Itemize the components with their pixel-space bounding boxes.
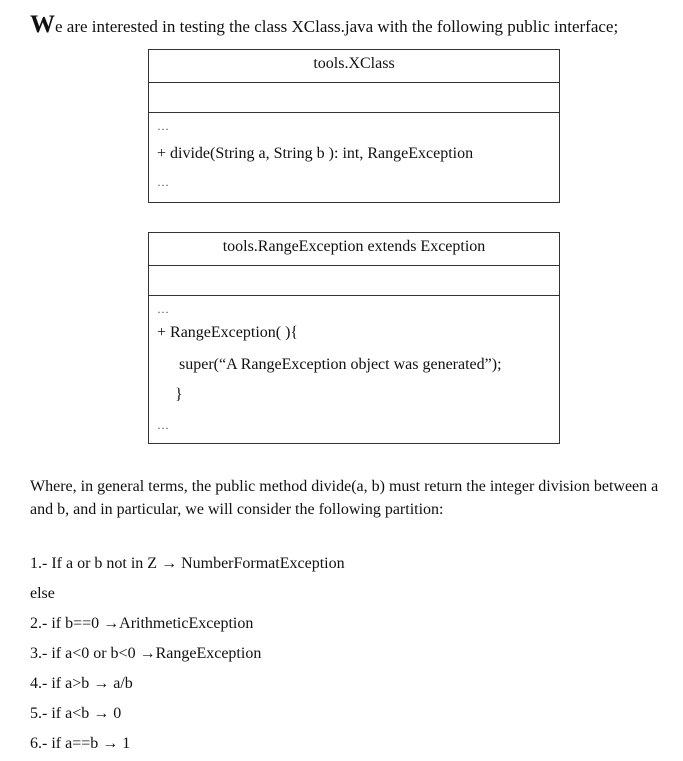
partition-item: 1.- If a or b not in Z → NumberFormatException <box>30 555 345 572</box>
rangeexception-constructor: + RangeException( ){ <box>157 324 299 341</box>
partition-item: 6.- if a==b → 1 <box>30 735 131 752</box>
rangeexception-name-section <box>149 233 559 265</box>
partition-item: 4.- if a>b → a/b <box>30 675 133 692</box>
rangeexception-dots-top: … <box>157 302 170 316</box>
partition-item: 5.- if a<b → 0 <box>30 705 122 722</box>
rangeexception-super-call: super(“A RangeException object was generated”); <box>179 356 502 373</box>
xclass-title: tools.XClass <box>313 55 395 72</box>
rangeexception-closing-brace: } <box>175 386 183 403</box>
intro-rest: e are interested in testing the class XClass.java with the following public interface; <box>55 17 619 36</box>
xclass-dots-top: … <box>157 119 170 133</box>
xclass-methods-section <box>149 112 559 202</box>
intro-drop-cap: W <box>30 11 55 38</box>
xclass-attributes-section <box>149 82 559 112</box>
partition-item: else <box>30 585 55 602</box>
xclass-dots-bottom: … <box>157 175 170 189</box>
intro-text <box>30 12 618 37</box>
rangeexception-title: tools.RangeException extends Exception <box>222 238 486 255</box>
partition-item: 2.- if b==0 →ArithmeticException <box>30 615 254 632</box>
rangeexception-methods-section <box>149 295 559 443</box>
rangeexception-attributes-section <box>149 265 559 295</box>
xclass-method-divide: + divide(String a, String b ): int, RangeException <box>157 145 474 162</box>
uml-class-rangeexception <box>148 232 560 444</box>
partition-item: 3.- if a<0 or b<0 →RangeException <box>30 645 262 662</box>
xclass-name-section <box>149 50 559 82</box>
rangeexception-dots-bottom: … <box>157 418 170 432</box>
uml-class-xclass <box>148 49 560 203</box>
description-paragraph: Where, in general terms, the public method divide(a, b) must return the integer division between a and b, and in particular, we will consider the following partition: <box>30 478 659 518</box>
